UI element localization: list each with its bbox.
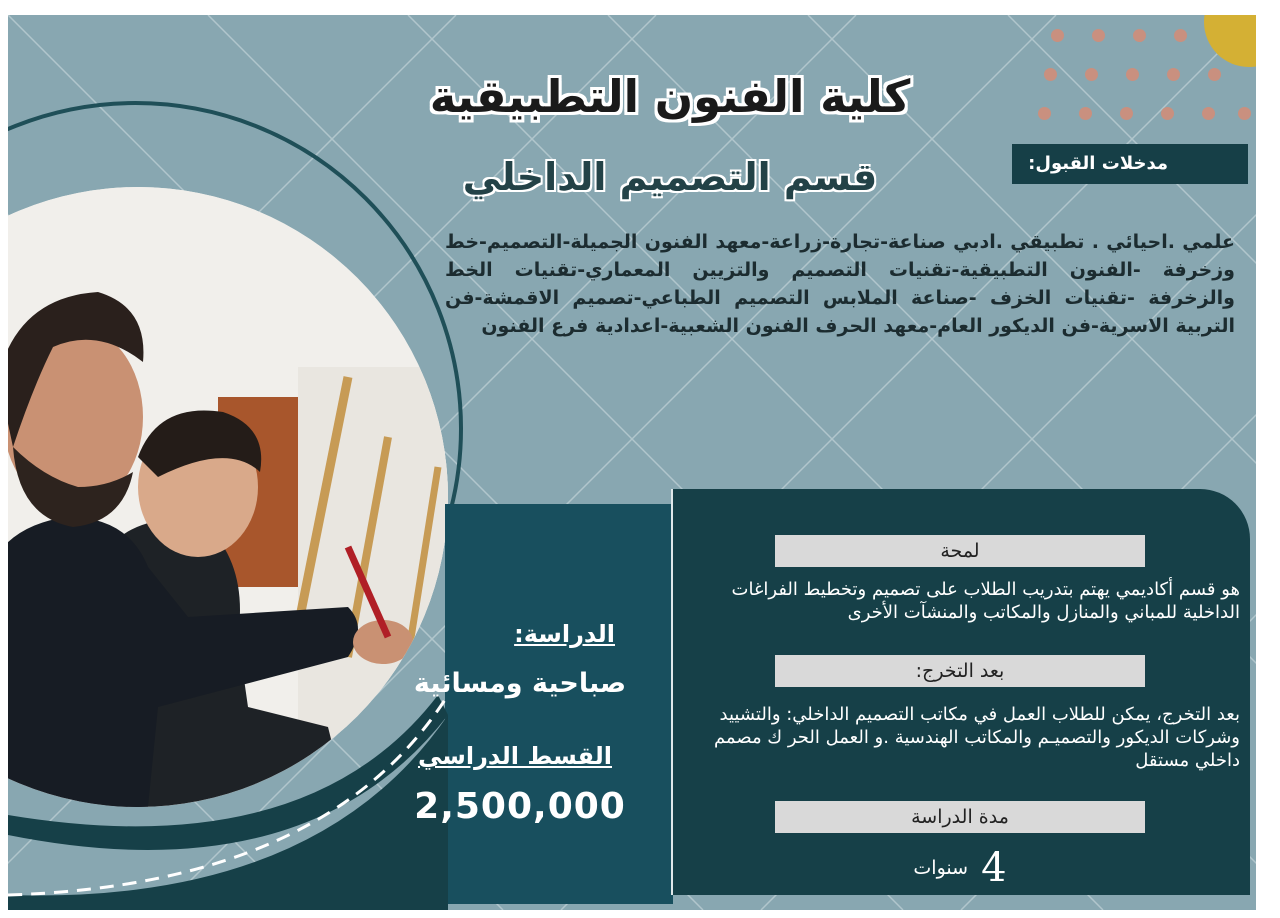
- fee-value: 2,500,000: [414, 786, 626, 827]
- college-title: كلية الفنون التطبيقية: [429, 70, 911, 123]
- duration-label: مدة الدراسة: [775, 801, 1145, 833]
- after-graduation-text: بعد التخرج، يمكن للطلاب العمل في مكاتب التصميم الداخلي: والتشييد وشركات الديكور والتصميـم والمكاتب الهندسية .و العمل الحر ك مصمم داخلي مستقل: [713, 704, 1240, 771]
- overview-label: لمحة: [775, 535, 1145, 567]
- overview-text: هو قسم أكاديمي يهتم بتدريب الطلاب على تصميم وتخطيط الفراغات الداخلية للمباني والمنازل والمكاتب والمنشآت الأخرى: [731, 579, 1240, 623]
- after-graduation-label: بعد التخرج:: [775, 655, 1145, 687]
- admission-text: علمي .احيائي . تطبيقي .ادبي صناعة-تجارة-زراعة-معهد الفنون الجميلة-التصميم-خط وزخرفة -الفنون التطبيقية-تقنيات التصميم والتزيين المعماري-تقنيات الخط والزخرفة -تقنيات الخزف -صناعة الملابس التصميم الطباعي-تصميم الاقمشة-فن التربية الاسرية-فن الديكور العام-معهد الحرف الفنون الشعبية-اعدادية فرع الفنون: [445, 231, 1235, 337]
- study-label: الدراسة:: [514, 620, 615, 648]
- department-title: قسم التصميم الداخلي: [462, 155, 878, 199]
- admission-label: مدخلات القبول:: [1012, 144, 1248, 184]
- duration-number: 4: [981, 845, 1007, 891]
- duration-value: [880, 845, 1040, 891]
- duration-unit: سنوات: [913, 857, 969, 879]
- fee-label: القسط الدراسي: [417, 742, 612, 770]
- study-value: صباحية ومسائية: [413, 668, 627, 699]
